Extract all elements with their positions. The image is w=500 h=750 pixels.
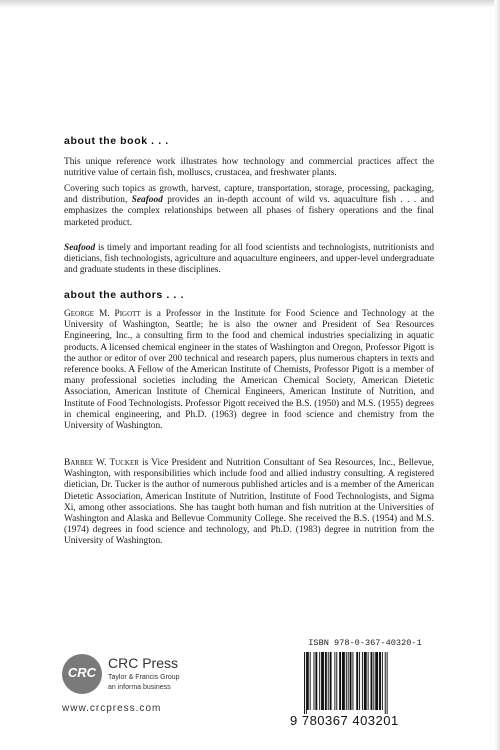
barcode-digits: 9 780367 403201 (290, 713, 399, 728)
book-title-seafood: Seafood (64, 243, 96, 253)
author-2-bio (64, 458, 434, 548)
about-book-heading: about the book . . . (64, 135, 169, 147)
about-book-paragraph-3-rest: is timely and important reading for all food scientists and technologists, nutritionists and dieticians, fish technologists, agriculture and aquaculture engineers, and upper-level undergraduate and graduate students in these disciplines. (64, 243, 435, 276)
right-edge-shadow (494, 0, 500, 750)
publisher-url: www.crcpress.com (62, 703, 162, 714)
about-book-paragraph-2-lead: Covering such topics as growth, harvest, capture, transportation, storage, processing, packaging, and distribution, (64, 184, 434, 206)
author-1-name: George M. Pigott (64, 309, 141, 319)
top-edge-shadow (0, 0, 500, 8)
author-1-text: is a Professor in the Institute for Food Science and Technology at the University of Washington, Seattle; he is also the owner and President of Sea Resources Engineering, Inc., a consulting firm to the food and chemical industries specializing in aquatic products. A licensed chemical engineer in the states of Washington and Oregon, Professor Pigott is the author or editor of over 200 technical and research papers, plus numerous chapters in texts and reference books. A Fellow of the American Institute of Chemists, Professor Pigott is a member of many professional societies including the American Chemical Society, American Dietetic Association, American Institute of Chemical Engineers, American Institute of Nutrition, and Institute of Food Technologists. Professor Pigott received the B.S. (1950) and M.S. (1955) degrees in chemical engineering, and Ph.D. (1963) degree in food science and chemistry from the University of Washington. (64, 309, 434, 432)
author-2-text: is Vice President and Nutrition Consultant of Sea Resources, Inc., Bellevue, Washington, with responsibilities which include food and allied industry consulting. A registered dietician, Dr. Tucker is the author of numerous published articles and is a member of the American Dietetic Association, American Institute of Nutrition, Institute of Food Technologists, and Sigma Xi, among other associations. She has taught both human and fish nutrition at the Universities of Washington and Alaska and Bellevue Community College. She received the B.S. (1954) and M.S. (1974) degrees in food science and technology, and Ph.D. (1983) degree in nutrition from the University of Washington. (64, 458, 434, 547)
publisher-group: Taylor & Francis Group (108, 674, 180, 681)
isbn-text: ISBN 978-0-367-40320-1 (308, 638, 422, 648)
author-2-name: Barbee W. Tucker (64, 458, 139, 468)
publisher-business: an informa business (108, 684, 171, 691)
about-book-paragraph-2 (64, 184, 434, 229)
crc-logo-mark-text: CRC (67, 665, 97, 680)
about-book-paragraph-2-rest: provides an in-depth account of wild vs. aquaculture fish . . . and emphasizes the complex relationships between all phases of fishery operations and the final marketed product. (64, 195, 434, 228)
about-authors-heading: about the authors . . . (64, 289, 184, 301)
about-book-paragraph-1: This unique reference work illustrates how technology and commercial practices affect the nutritive value of certain fish, molluscs, crustacea, and freshwater plants. (64, 157, 434, 179)
publisher-name: CRC Press (108, 655, 179, 671)
book-title-seafood: Seafood (131, 195, 163, 206)
about-book-paragraph-3 (64, 243, 434, 277)
isbn-barcode (302, 652, 432, 714)
author-1-bio (64, 309, 434, 432)
crc-press-logo (62, 651, 262, 731)
